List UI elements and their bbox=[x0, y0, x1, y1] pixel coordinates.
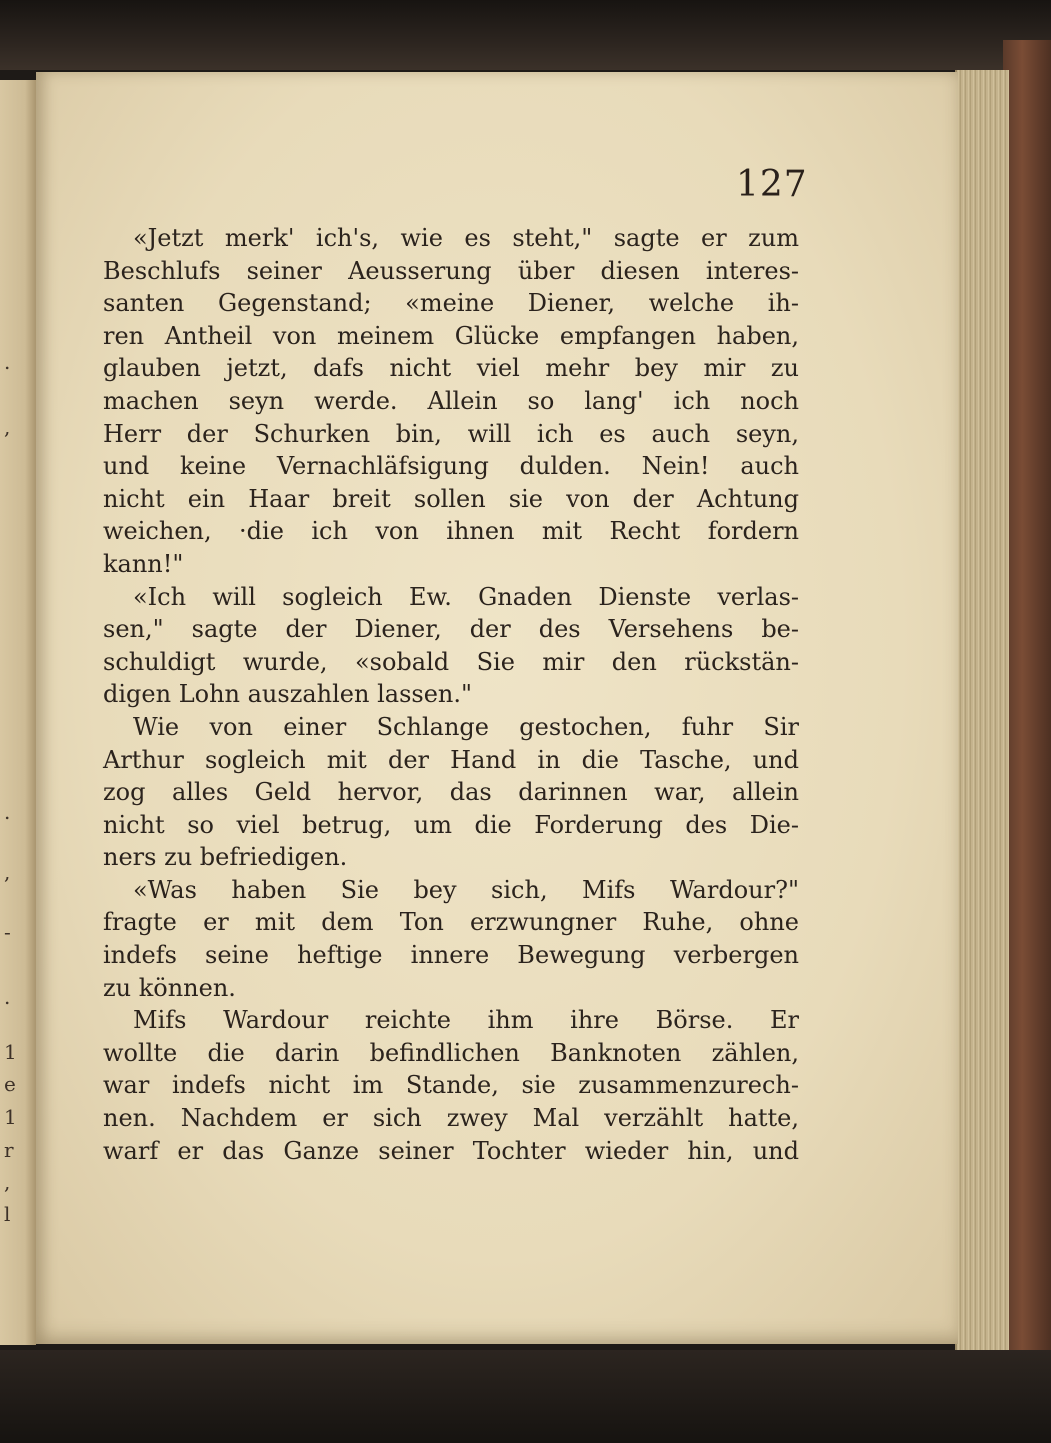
left-page-fragment: r bbox=[4, 1138, 14, 1162]
text-line: war indefs nicht im Stande, sie zusammenzurech- bbox=[103, 1071, 799, 1100]
left-page-edge bbox=[0, 80, 36, 1345]
text-line: «Ich will sogleich Ew. Gnaden Dienste verlas- bbox=[133, 582, 799, 611]
left-page-fragment: , bbox=[4, 860, 11, 884]
text-line: Herr der Schurken bin, will ich es auch seyn, bbox=[103, 419, 799, 448]
text-line: Beschlufs seiner Aeusserung über diesen interes- bbox=[103, 256, 799, 285]
text-line: weichen, ·die ich von ihnen mit Recht fordern bbox=[103, 517, 799, 546]
text-line: nicht so viel betrug, um die Forderung des Die- bbox=[103, 810, 799, 839]
text-line: zog alles Geld hervor, das darinnen war, allein bbox=[103, 778, 799, 807]
text-line: «Jetzt merk' ich's, wie es steht," sagte er zum bbox=[133, 224, 799, 252]
book-page bbox=[36, 72, 958, 1344]
text-line: machen seyn werde. Allein so lang' ich noch bbox=[103, 386, 799, 415]
page-number: 127 bbox=[736, 164, 808, 205]
left-page-fragment: e bbox=[4, 1072, 16, 1096]
page-edges bbox=[955, 70, 1009, 1350]
text-line: kann!" bbox=[103, 549, 184, 578]
book-cover-top bbox=[0, 0, 1051, 70]
left-page-fragment: - bbox=[4, 920, 11, 944]
text-line: ren Antheil von meinem Glücke empfangen haben, bbox=[103, 321, 799, 350]
text-line: zu können. bbox=[103, 973, 236, 1002]
left-page-fragment: , bbox=[4, 1170, 11, 1194]
text-line: «Was haben Sie bey sich, Mifs Wardour?" bbox=[133, 875, 799, 904]
left-page-fragment: l bbox=[4, 1202, 11, 1226]
text-line: nicht ein Haar breit sollen sie von der Achtung bbox=[103, 484, 799, 513]
left-page-fragment: . bbox=[4, 800, 11, 824]
text-line: warf er das Ganze seiner Tochter wieder hin, und bbox=[103, 1136, 799, 1165]
text-line: glauben jetzt, dafs nicht viel mehr bey mir zu bbox=[103, 354, 799, 383]
text-line: nen. Nachdem er sich zwey Mal verzählt hatte, bbox=[103, 1104, 799, 1133]
book-cover-right bbox=[1003, 40, 1051, 1360]
left-page-fragment: , bbox=[4, 415, 11, 439]
text-line: ners zu befriedigen. bbox=[103, 843, 348, 872]
left-page-fragment: 1 bbox=[4, 1040, 17, 1064]
text-line: indefs seine heftige innere Bewegung verbergen bbox=[103, 941, 799, 970]
text-line: und keine Vernachläfsigung dulden. Nein! auch bbox=[103, 452, 799, 481]
text-line: santen Gegenstand; «meine Diener, welche ih- bbox=[103, 289, 799, 318]
left-page-fragment: . bbox=[4, 350, 11, 374]
text-line: digen Lohn auszahlen lassen." bbox=[103, 680, 473, 709]
text-line: Wie von einer Schlange gestochen, fuhr Sir bbox=[133, 712, 799, 741]
text-line: fragte er mit dem Ton erzwungner Ruhe, ohne bbox=[103, 908, 799, 937]
text-line: Arthur sogleich mit der Hand in die Tasche, und bbox=[103, 745, 799, 774]
text-line: sen," sagte der Diener, der des Versehens be- bbox=[103, 615, 799, 644]
text-line: wollte die darin befindlichen Banknoten zählen, bbox=[103, 1038, 799, 1067]
left-page-fragment: . bbox=[4, 985, 11, 1009]
text-block bbox=[103, 222, 799, 1167]
book-cover-bottom bbox=[0, 1350, 1051, 1443]
text-line: Mifs Wardour reichte ihm ihre Börse. Er bbox=[133, 1006, 799, 1035]
text-line: schuldigt wurde, «sobald Sie mir den rückstän- bbox=[103, 647, 799, 676]
left-page-fragment: 1 bbox=[4, 1105, 17, 1129]
